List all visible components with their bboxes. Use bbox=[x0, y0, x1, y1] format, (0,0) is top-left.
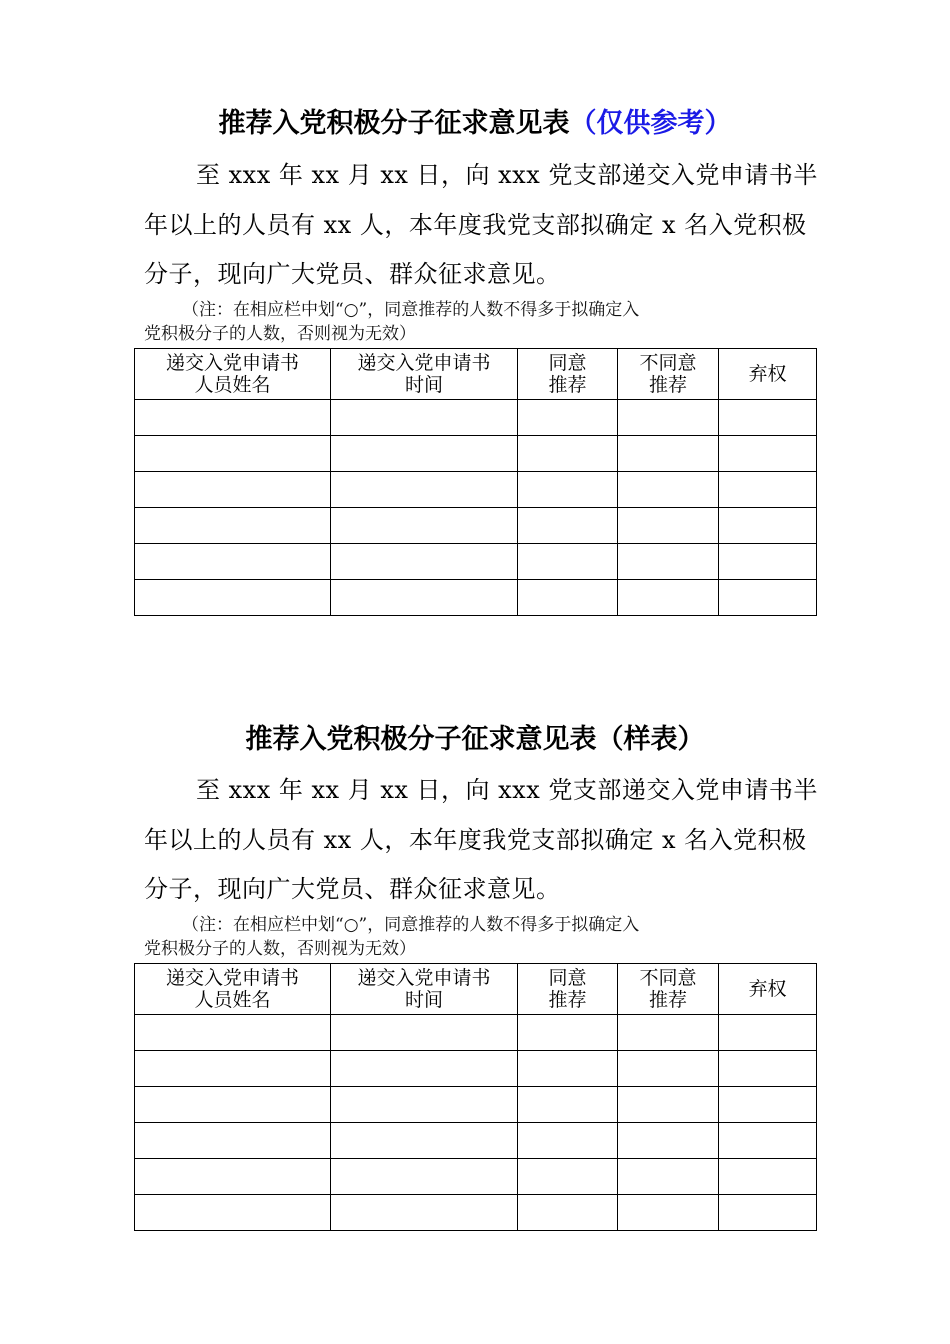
name-cell[interactable] bbox=[135, 1087, 331, 1123]
form1-title bbox=[0, 106, 950, 142]
table-row bbox=[135, 436, 817, 472]
time-cell[interactable] bbox=[331, 580, 518, 616]
name-cell[interactable] bbox=[135, 400, 331, 436]
form1-title-reference-note: （仅供参考） bbox=[569, 108, 732, 139]
form1-note-line-2: 党积极分子的人数，否则视为无效） bbox=[144, 324, 416, 344]
disagree-cell[interactable] bbox=[618, 508, 719, 544]
table-row bbox=[135, 1123, 817, 1159]
table-row bbox=[135, 1087, 817, 1123]
abstain-cell[interactable] bbox=[719, 1087, 817, 1123]
agree-cell[interactable] bbox=[518, 1195, 618, 1231]
form2-paragraph-line-3: 分子，现向广大党员、群众征求意见。 bbox=[144, 875, 561, 903]
column-header-disagree: 不同意 推荐 bbox=[618, 349, 719, 400]
form1-paragraph-line-3: 分子，现向广大党员、群众征求意见。 bbox=[144, 260, 561, 288]
form2-note-line-2: 党积极分子的人数，否则视为无效） bbox=[144, 939, 416, 959]
time-cell[interactable] bbox=[331, 436, 518, 472]
form1-paragraph-line-2: 年以上的人员有 xx 人，本年度我党支部拟确定 x 名入党积极 bbox=[144, 211, 807, 239]
name-cell[interactable] bbox=[135, 436, 331, 472]
agree-cell[interactable] bbox=[518, 1123, 618, 1159]
time-cell[interactable] bbox=[331, 508, 518, 544]
disagree-cell[interactable] bbox=[618, 1051, 719, 1087]
name-cell[interactable] bbox=[135, 1123, 331, 1159]
column-header-submission-time: 递交入党申请书 时间 bbox=[331, 964, 518, 1015]
agree-cell[interactable] bbox=[518, 1159, 618, 1195]
abstain-cell[interactable] bbox=[719, 400, 817, 436]
table-row bbox=[135, 544, 817, 580]
agree-cell[interactable] bbox=[518, 436, 618, 472]
abstain-cell[interactable] bbox=[719, 508, 817, 544]
column-header-abstain: 弃权 bbox=[719, 964, 817, 1015]
table-row bbox=[135, 472, 817, 508]
disagree-cell[interactable] bbox=[618, 1087, 719, 1123]
table-row bbox=[135, 1195, 817, 1231]
form1-note-line-1: （注：在相应栏中划“○”，同意推荐的人数不得多于拟确定入 bbox=[182, 300, 640, 320]
agree-cell[interactable] bbox=[518, 400, 618, 436]
form2-table-body bbox=[135, 1015, 817, 1231]
time-cell[interactable] bbox=[331, 1051, 518, 1087]
form1-opinion-table bbox=[134, 348, 817, 616]
disagree-cell[interactable] bbox=[618, 436, 719, 472]
abstain-cell[interactable] bbox=[719, 580, 817, 616]
disagree-cell[interactable] bbox=[618, 400, 719, 436]
column-header-applicant-name: 递交入党申请书 人员姓名 bbox=[135, 349, 331, 400]
time-cell[interactable] bbox=[331, 472, 518, 508]
name-cell[interactable] bbox=[135, 1051, 331, 1087]
table-row bbox=[135, 1051, 817, 1087]
disagree-cell[interactable] bbox=[618, 580, 719, 616]
time-cell[interactable] bbox=[331, 400, 518, 436]
time-cell[interactable] bbox=[331, 544, 518, 580]
abstain-cell[interactable] bbox=[719, 1051, 817, 1087]
name-cell[interactable] bbox=[135, 1159, 331, 1195]
disagree-cell[interactable] bbox=[618, 1123, 719, 1159]
column-header-agree: 同意 推荐 bbox=[518, 964, 618, 1015]
abstain-cell[interactable] bbox=[719, 436, 817, 472]
column-header-abstain: 弃权 bbox=[719, 349, 817, 400]
abstain-cell[interactable] bbox=[719, 1195, 817, 1231]
abstain-cell[interactable] bbox=[719, 472, 817, 508]
time-cell[interactable] bbox=[331, 1015, 518, 1051]
table-row bbox=[135, 400, 817, 436]
form2-paragraph-line-1: 至 xxx 年 xx 月 xx 日，向 xxx 党支部递交入党申请书半 bbox=[196, 776, 818, 804]
form2-paragraph-line-2: 年以上的人员有 xx 人，本年度我党支部拟确定 x 名入党积极 bbox=[144, 826, 807, 854]
form2-note-line-1: （注：在相应栏中划“○”，同意推荐的人数不得多于拟确定入 bbox=[182, 915, 640, 935]
agree-cell[interactable] bbox=[518, 544, 618, 580]
column-header-agree: 同意 推荐 bbox=[518, 349, 618, 400]
name-cell[interactable] bbox=[135, 1195, 331, 1231]
time-cell[interactable] bbox=[331, 1087, 518, 1123]
agree-cell[interactable] bbox=[518, 472, 618, 508]
name-cell[interactable] bbox=[135, 544, 331, 580]
agree-cell[interactable] bbox=[518, 1015, 618, 1051]
disagree-cell[interactable] bbox=[618, 1195, 719, 1231]
disagree-cell[interactable] bbox=[618, 472, 719, 508]
abstain-cell[interactable] bbox=[719, 1123, 817, 1159]
agree-cell[interactable] bbox=[518, 580, 618, 616]
abstain-cell[interactable] bbox=[719, 1015, 817, 1051]
time-cell[interactable] bbox=[331, 1123, 518, 1159]
time-cell[interactable] bbox=[331, 1195, 518, 1231]
table-row bbox=[135, 1015, 817, 1051]
form2-header-row bbox=[135, 964, 817, 1015]
table-row bbox=[135, 508, 817, 544]
table-row bbox=[135, 1159, 817, 1195]
form1-table-body bbox=[135, 400, 817, 616]
name-cell[interactable] bbox=[135, 508, 331, 544]
agree-cell[interactable] bbox=[518, 1087, 618, 1123]
form1-title-main: 推荐入党积极分子征求意见表 bbox=[218, 108, 570, 139]
abstain-cell[interactable] bbox=[719, 1159, 817, 1195]
column-header-submission-time: 递交入党申请书 时间 bbox=[331, 349, 518, 400]
column-header-applicant-name: 递交入党申请书 人员姓名 bbox=[135, 964, 331, 1015]
name-cell[interactable] bbox=[135, 472, 331, 508]
form2-title-main: 推荐入党积极分子征求意见表（样表） bbox=[245, 724, 705, 755]
disagree-cell[interactable] bbox=[618, 1015, 719, 1051]
disagree-cell[interactable] bbox=[618, 1159, 719, 1195]
abstain-cell[interactable] bbox=[719, 544, 817, 580]
time-cell[interactable] bbox=[331, 1159, 518, 1195]
agree-cell[interactable] bbox=[518, 508, 618, 544]
name-cell[interactable] bbox=[135, 1015, 331, 1051]
form1-header-row bbox=[135, 349, 817, 400]
table-row bbox=[135, 580, 817, 616]
form2-title bbox=[0, 722, 950, 758]
name-cell[interactable] bbox=[135, 580, 331, 616]
disagree-cell[interactable] bbox=[618, 544, 719, 580]
form1-paragraph-line-1: 至 xxx 年 xx 月 xx 日，向 xxx 党支部递交入党申请书半 bbox=[196, 161, 818, 189]
column-header-disagree: 不同意 推荐 bbox=[618, 964, 719, 1015]
agree-cell[interactable] bbox=[518, 1051, 618, 1087]
form2-opinion-table bbox=[134, 963, 817, 1231]
